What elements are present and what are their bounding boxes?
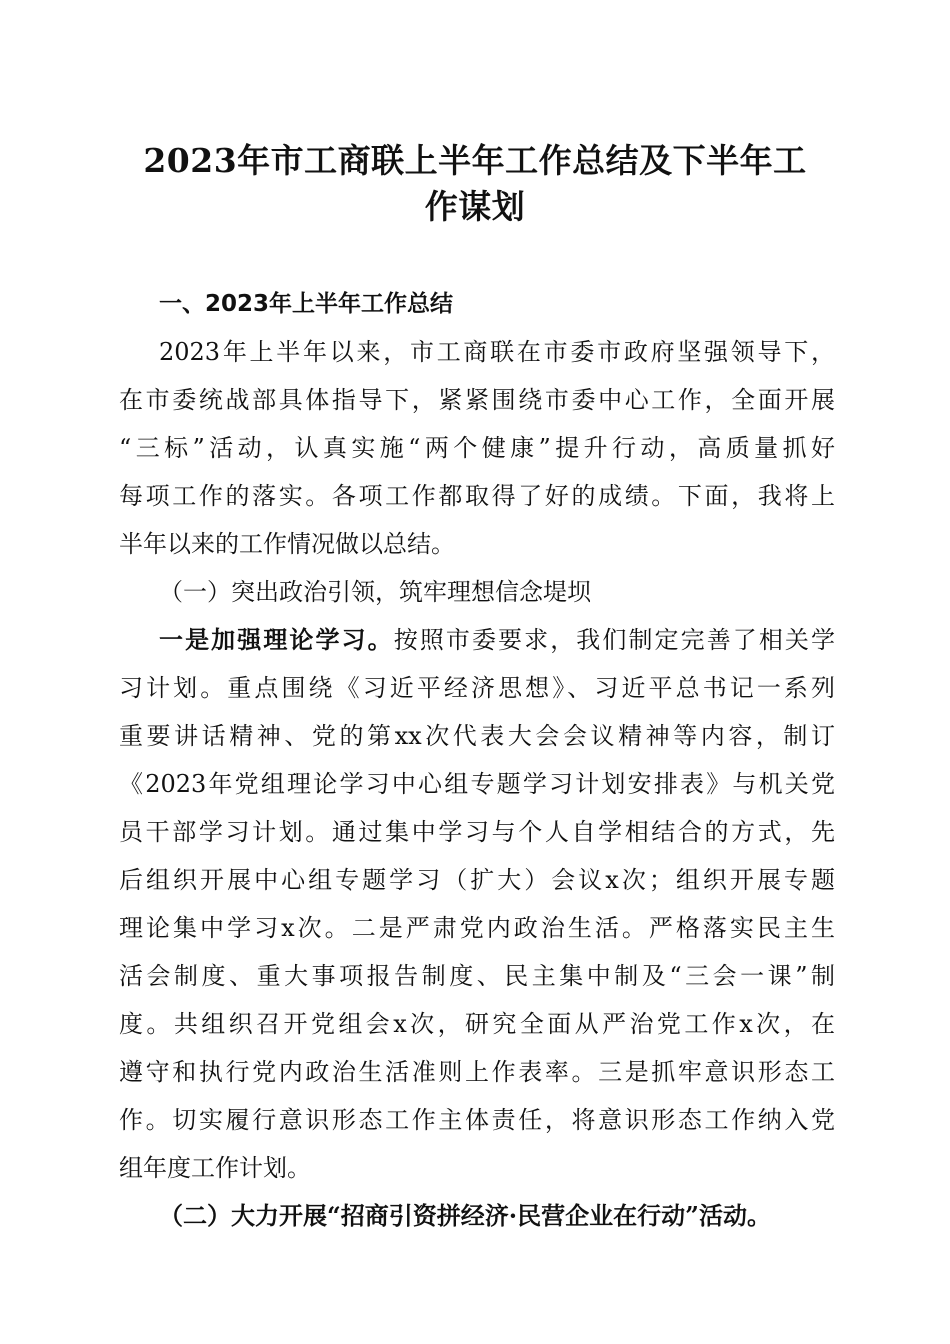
para2-lead: 一是加强理论学习。: [159, 625, 394, 654]
document-title: [112, 138, 838, 230]
subsection-heading-2: （二）大力开展“招商引资拼经济·民营企业在行动”活动。: [159, 1201, 771, 1230]
intro-line: 2023年上半年以来，市工商联在市委市政府坚强领导下，: [159, 338, 835, 366]
title-line-1: 2023年市工商联上半年工作总结及下半年工: [143, 141, 807, 180]
section-heading-1: 一、2023年上半年工作总结: [159, 291, 454, 317]
document-body: [119, 280, 835, 1240]
title-line-2: 作谋划: [424, 187, 526, 226]
para2-line: 理论集中学习x次。二是严肃党内政治生活。严格落实民主生: [119, 914, 835, 942]
para2-line: 员干部学习计划。通过集中学习与个人自学相结合的方式，先: [119, 818, 835, 846]
intro-line: 在市委统战部具体指导下，紧紧围绕市委中心工作，全面开展: [119, 386, 835, 414]
para2-line: 重要讲话精神、党的第xx次代表大会会议精神等内容，制订: [119, 722, 835, 750]
para2-line: 组年度工作计划。: [119, 1154, 311, 1182]
subsection-heading-1: （一）突出政治引领，筑牢理想信念堤坝: [159, 578, 591, 606]
para2-line: 《2023年党组理论学习中心组专题学习计划安排表》与机关党: [119, 770, 835, 798]
para2-line: 度。共组织召开党组会x次，研究全面从严治党工作x次，在: [119, 1010, 835, 1038]
intro-line: “三标”活动，认真实施“两个健康”提升行动，高质量抓好: [119, 434, 835, 462]
para2-line: 作。切实履行意识形态工作主体责任，将意识形态工作纳入党: [119, 1106, 835, 1134]
intro-line: 每项工作的落实。各项工作都取得了好的成绩。下面，我将上: [119, 482, 835, 510]
para2-first-line: [119, 616, 835, 664]
para2-line: 活会制度、重大事项报告制度、民主集中制及“三会一课”制: [119, 962, 835, 990]
para2-line: 遵守和执行党内政治生活准则上作表率。三是抓牢意识形态工: [119, 1058, 835, 1086]
para2-line: 后组织开展中心组专题学习（扩大）会议x次；组织开展专题: [119, 866, 835, 894]
para2-first-rest: 按照市委要求，我们制定完善了相关学: [393, 626, 836, 654]
para2-line: 习计划。重点围绕《习近平经济思想》、习近平总书记一系列: [119, 674, 835, 702]
intro-line: 半年以来的工作情况做以总结。: [119, 530, 455, 558]
